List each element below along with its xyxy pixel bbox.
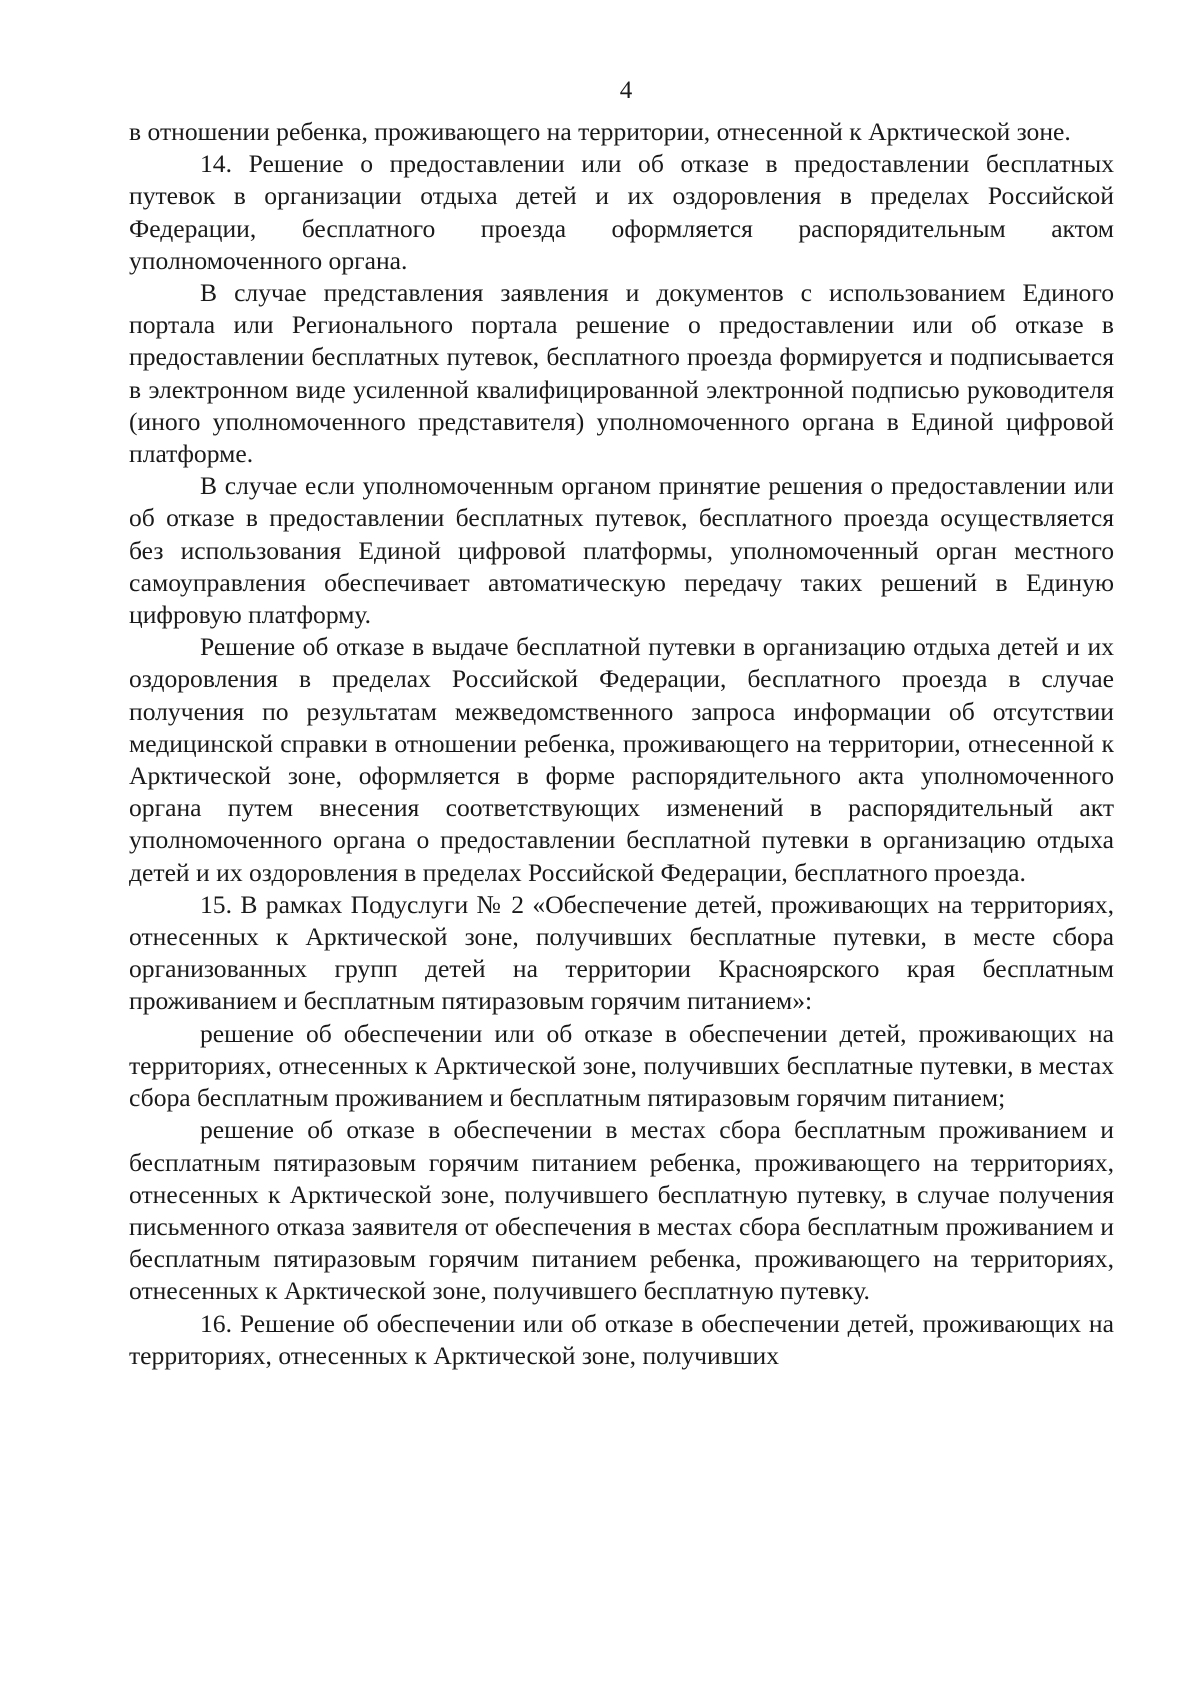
paragraph-item-16: 16. Решение об обеспечении или об отказе в обеспечении детей, проживающих на территориях, отнесенных к Арктической зоне, получивших xyxy=(129,1308,1114,1370)
document-body xyxy=(129,116,1114,1372)
page-number: 4 xyxy=(619,77,633,104)
paragraph-decision-refusal: решение об отказе в обеспечении в местах сбора бесплатным проживанием и бесплатным пятиразовым горячим питанием ребенка, проживающего на территориях, отнесенных к Арктической зоне, получившего бесплатную путевку, в случае получения письменного отказа заявителя от обеспечения в местах сбора бесплатным проживанием и бесплатным пятиразовым горячим питанием ребенка, проживающего на территориях, отнесенных к Арктической зоне, получившего бесплатную путевку. xyxy=(129,1115,1114,1306)
paragraph-continuation: в отношении ребенка, проживающего на территории, отнесенной к Арктической зоне. xyxy=(129,117,1071,146)
paragraph-item-14: 14. Решение о предоставлении или об отказе в предоставлении бесплатных путевок в организации отдыха детей и их оздоровления в пределах Российской Федерации, бесплатного проезда оформляется распорядительным актом уполномоченного органа. xyxy=(129,149,1114,275)
paragraph-electronic-decision: В случае представления заявления и документов с использованием Единого портала или Регионального портала решение о предоставлении или об отказе в предоставлении бесплатных путевок, бесплатного проезда формируется и подписывается в электронном виде усиленной квалифицированной электронной подписью руководителя (иного уполномоченного представителя) уполномоченного органа в Единой цифровой платформе. xyxy=(129,278,1114,469)
paragraph-automatic-transfer: В случае если уполномоченным органом принятие решения о предоставлении или об отказе в предоставлении бесплатных путевок, бесплатного проезда осуществляется без использования Единой цифровой платформы, уполномоченный орган местного самоуправления обеспечивает автоматическую передачу таких решений в Единую цифровую платформу. xyxy=(129,471,1114,630)
paragraph-decision-provision: решение об обеспечении или об отказе в обеспечении детей, проживающих на территориях, отнесенных к Арктической зоне, получивших бесплатные путевки, в местах сбора бесплатным проживанием и бесплатным пятиразовым горячим питанием; xyxy=(129,1018,1114,1113)
paragraph-refusal-decision: Решение об отказе в выдаче бесплатной путевки в организацию отдыха детей и их оздоровления в пределах Российской Федерации, бесплатного проезда в случае получения по результатам межведомственного запроса информации об отсутствии медицинской справки в отношении ребенка, проживающего на территории, отнесенной к Арктической зоне, оформляется в форме распорядительного акта уполномоченного органа путем внесения соответствующих изменений в распорядительный акт уполномоченного органа о предоставлении бесплатной путевки в организацию отдыха детей и их оздоровления в пределах Российской Федерации, бесплатного проезда. xyxy=(129,632,1114,887)
paragraph-item-15: 15. В рамках Подуслуги № 2 «Обеспечение детей, проживающих на территориях, отнесенных к Арктической зоне, получивших бесплатные путевки, в месте сбора организованных групп детей на территории Красноярского края бесплатным проживанием и бесплатным пятиразовым горячим питанием»: xyxy=(129,889,1114,1016)
